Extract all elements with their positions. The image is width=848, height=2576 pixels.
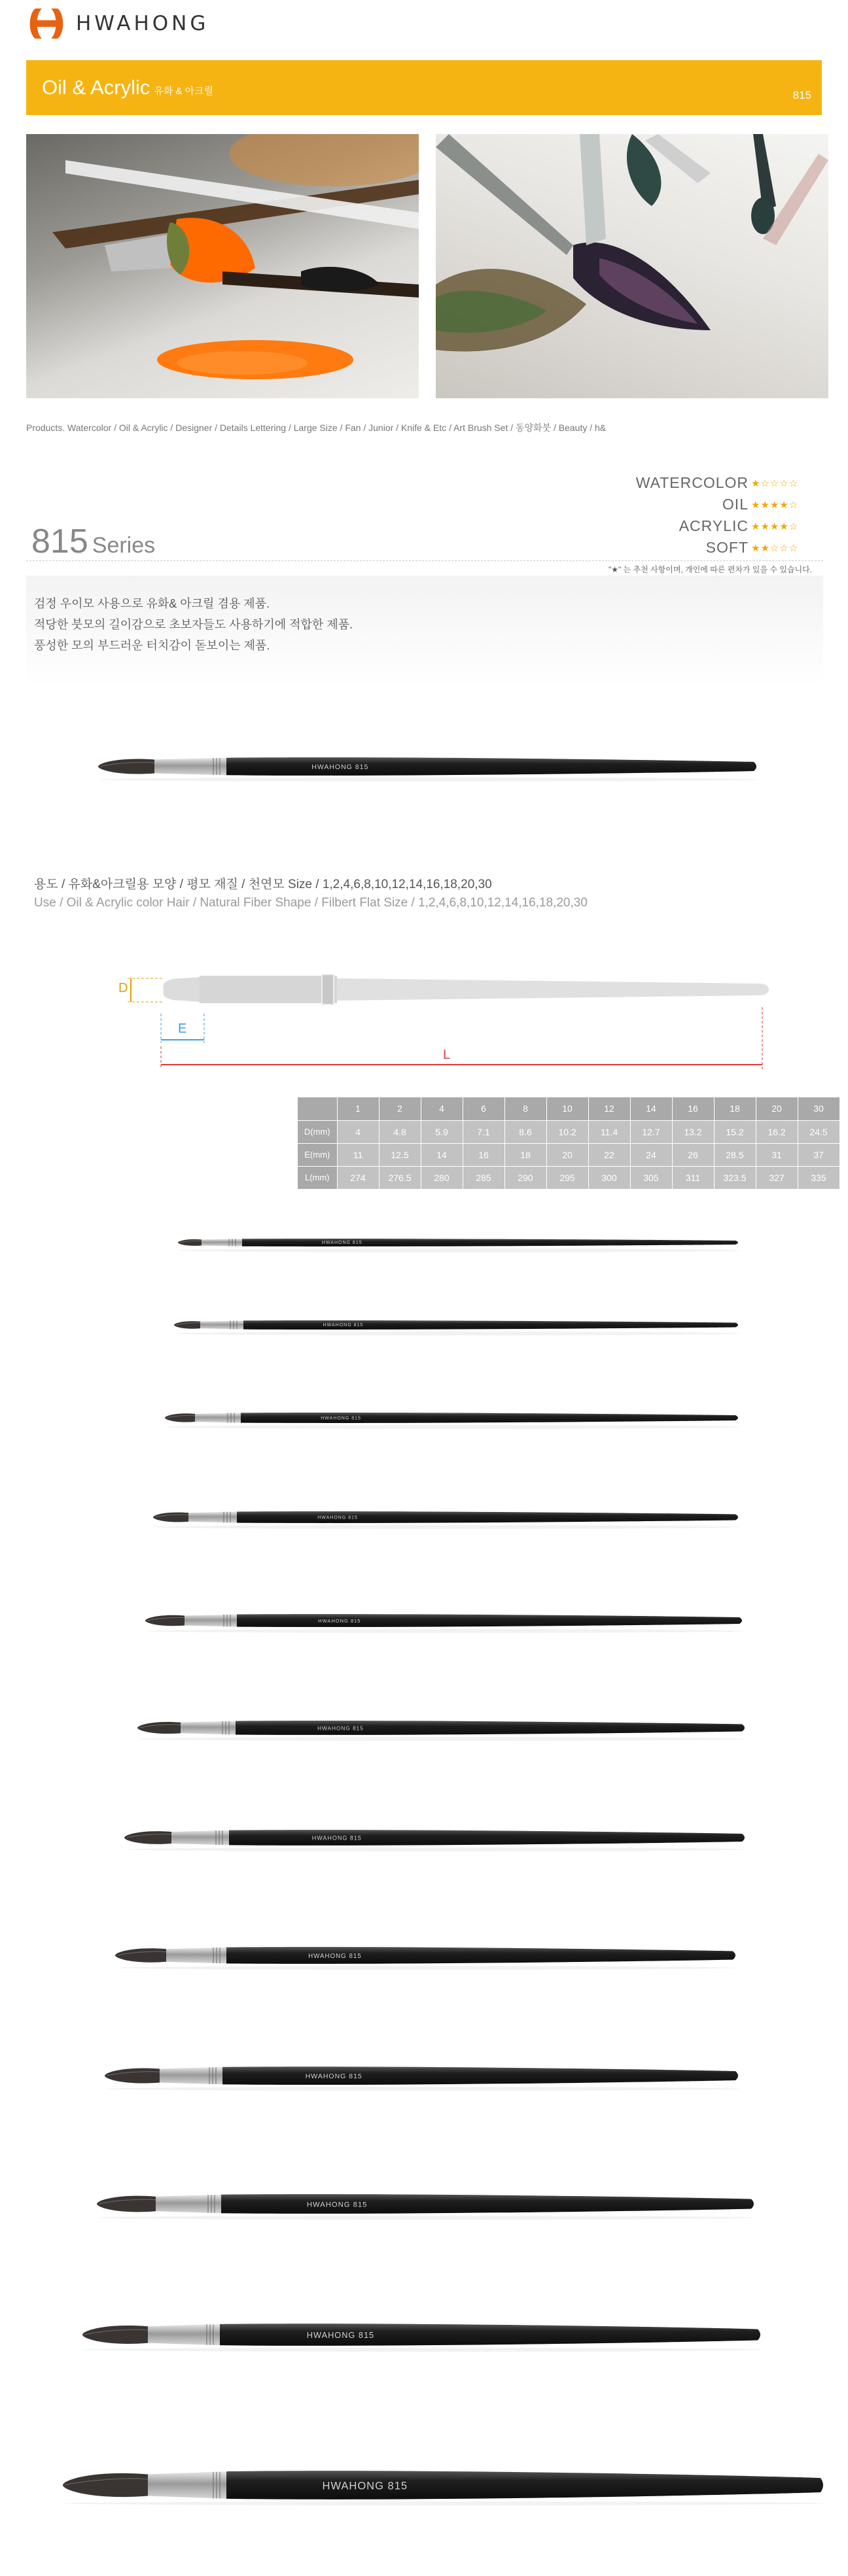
table-cell: 31 <box>756 1143 798 1166</box>
star-rating-icon: ★★★★☆ <box>751 520 799 532</box>
brush-imprint: HWAHONG 815 <box>321 1416 361 1421</box>
rating-watercolor <box>636 472 810 494</box>
size-header: 1 <box>337 1097 379 1120</box>
spec-korean: 용도 / 유화&아크릴용 모양 / 평모 재질 / 천연모 Size / 1,2,4,6,8,10,12,14,16,18,20,30 <box>34 878 492 891</box>
brush-shadow <box>137 1737 747 1741</box>
paint-brushes-photo <box>26 134 419 398</box>
table-cell: 4 <box>337 1120 379 1143</box>
brush-imprint: HWAHONG 815 <box>306 2201 368 2209</box>
brush-imprint: HWAHONG 815 <box>323 1323 364 1328</box>
size-header: 12 <box>588 1097 630 1120</box>
brush-imprint: HWAHONG 815 <box>317 1515 358 1520</box>
series-word: Series <box>92 533 156 558</box>
table-cell: 305 <box>630 1166 672 1189</box>
hwahong-logo-icon <box>26 7 67 41</box>
rating-oil <box>636 494 810 515</box>
category-title <box>42 76 213 99</box>
brush-imprint: HWAHONG 815 <box>306 2330 375 2341</box>
brush-bristles <box>115 1948 166 1962</box>
size-header: 2 <box>379 1097 421 1120</box>
category-title-text: Oil & Acrylic <box>42 76 150 99</box>
row-label: L(mm) <box>298 1166 337 1189</box>
table-cell: 300 <box>588 1166 630 1189</box>
brush-bristles <box>98 759 154 774</box>
brush-handle <box>226 757 756 776</box>
brush-size-10-image <box>0 1708 848 1747</box>
size-table-header-row <box>298 1097 839 1120</box>
rating-label: ACRYLIC <box>679 517 749 534</box>
table-cell: 37 <box>798 1143 839 1166</box>
rating-label: OIL <box>722 496 749 513</box>
table-cell: 16.2 <box>756 1120 798 1143</box>
brush-handle <box>222 2067 738 2085</box>
category-title-bar <box>26 60 822 115</box>
size-header: 10 <box>546 1097 588 1120</box>
brush-imprint: HWAHONG 815 <box>321 1240 362 1245</box>
brush-imprint: HWAHONG 815 <box>318 1618 361 1624</box>
brush-ferrule <box>188 1511 237 1522</box>
brand-name: HWAHONG <box>76 12 209 35</box>
product-code: 815 <box>792 89 811 101</box>
brush-shadow <box>165 1425 741 1429</box>
brush-handle <box>242 1239 738 1246</box>
brush-shadow <box>82 2348 763 2352</box>
brand-logo[interactable] <box>26 5 209 42</box>
rating-label: SOFT <box>705 539 749 556</box>
dimension-diagram <box>0 955 848 1073</box>
brush-ferrule <box>154 758 226 776</box>
size-header: 8 <box>504 1097 546 1120</box>
brush-shadow <box>105 2087 741 2091</box>
l-label: L <box>443 1048 451 1062</box>
brush-handle <box>237 1614 742 1627</box>
series-number: 815 <box>31 523 88 560</box>
size-header: 30 <box>798 1097 839 1120</box>
brush-shadow <box>124 1847 747 1851</box>
brush-handle <box>226 1947 735 1964</box>
brush-bristles <box>137 1722 181 1734</box>
table-cell: 24.5 <box>798 1120 839 1143</box>
brush-handle <box>220 2324 760 2346</box>
brush-size-20-image <box>0 2309 848 2361</box>
size-table-corner <box>298 1097 337 1120</box>
brush-handle <box>229 1830 745 1846</box>
brush-ferrule <box>148 2324 220 2345</box>
diagram-ferrule <box>200 976 337 1003</box>
diagram-ferrule-ring <box>322 974 334 1005</box>
description-line: 적당한 붓모의 길이감으로 초보자들도 사용하기에 적합한 제품. <box>34 618 353 631</box>
brush-imprint: HWAHONG 815 <box>311 763 369 772</box>
table-cell: 274 <box>337 1166 379 1189</box>
category-subtitle: 유화 & 아크릴 <box>154 86 214 97</box>
table-cell: 311 <box>672 1166 714 1189</box>
star-rating-icon: ★★★★☆ <box>751 498 799 511</box>
rating-soft <box>636 537 810 558</box>
table-cell: 12.5 <box>379 1143 421 1166</box>
table-cell: 28.5 <box>714 1143 756 1166</box>
table-cell: 8.6 <box>504 1120 546 1143</box>
size-table <box>298 1097 840 1190</box>
brush-shadow <box>98 778 759 781</box>
size-header: 14 <box>630 1097 672 1120</box>
brush-size-16-image <box>0 2053 848 2099</box>
brush-handle <box>237 1511 738 1523</box>
table-row <box>298 1120 839 1143</box>
rating-acrylic <box>636 515 810 537</box>
brush-size-4-image <box>0 1398 848 1437</box>
brush-shadow <box>97 2216 756 2220</box>
series-title <box>31 522 155 561</box>
brush-size-1-image <box>0 1223 848 1262</box>
brush-handle <box>241 1413 738 1423</box>
divider <box>26 560 823 561</box>
brush-size-30-image <box>0 2452 848 2518</box>
brush-ferrule <box>202 1239 242 1246</box>
brush-size-2-image <box>0 1305 848 1345</box>
table-cell: 18 <box>504 1143 546 1166</box>
brush-bristles <box>105 2068 160 2083</box>
brush-bristles <box>97 2196 156 2212</box>
diagram-handle <box>337 978 769 1001</box>
table-cell: 11 <box>337 1143 379 1166</box>
table-cell: 24 <box>630 1143 672 1166</box>
size-header: 6 <box>463 1097 504 1120</box>
brush-bristles <box>178 1239 202 1246</box>
description-line: 검정 우이모 사용으로 유화& 아크릴 겸용 제품. <box>34 597 270 610</box>
table-cell: 280 <box>421 1166 463 1189</box>
brush-imprint: HWAHONG 815 <box>322 2480 408 2492</box>
table-cell: 276.5 <box>379 1166 421 1189</box>
table-cell: 12.7 <box>630 1120 672 1143</box>
table-row <box>298 1143 839 1166</box>
table-cell: 20 <box>546 1143 588 1166</box>
brush-bristles <box>145 1615 185 1626</box>
diagram-brush-head <box>163 977 200 1002</box>
brush-bristles <box>165 1413 195 1422</box>
table-cell: 16 <box>463 1143 504 1166</box>
brush-ferrule <box>171 1830 229 1846</box>
size-header: 16 <box>672 1097 714 1120</box>
brush-size-14-image <box>0 1933 848 1979</box>
table-cell: 335 <box>798 1166 839 1189</box>
table-cell: 323.5 <box>714 1166 756 1189</box>
brush-imprint: HWAHONG 815 <box>308 1952 362 1960</box>
brush-bristles <box>82 2326 148 2344</box>
table-cell: 14 <box>421 1143 463 1166</box>
product-photo-left <box>26 134 419 398</box>
table-cell: 285 <box>463 1166 504 1189</box>
brush-closeup-photo <box>436 134 828 398</box>
brush-shadow <box>174 1331 741 1335</box>
brush-size-6-image <box>0 1498 848 1537</box>
brush-ferrule <box>185 1615 237 1627</box>
brush-handle <box>243 1320 738 1330</box>
brush-shadow <box>145 1629 745 1633</box>
table-cell: 5.9 <box>421 1120 463 1143</box>
brush-handle <box>236 1721 745 1735</box>
size-header: 20 <box>756 1097 798 1120</box>
table-cell: 22 <box>588 1143 630 1166</box>
table-row <box>298 1166 839 1189</box>
suitability-ratings <box>636 472 810 558</box>
table-cell: 327 <box>756 1166 798 1189</box>
hero-brush-image <box>0 738 848 790</box>
row-label: E(mm) <box>298 1143 337 1166</box>
table-cell: 10.2 <box>546 1120 588 1143</box>
brush-bristles <box>124 1831 171 1844</box>
brush-size-8-image <box>0 1601 848 1640</box>
brush-imprint: HWAHONG 815 <box>317 1725 364 1732</box>
table-cell: 290 <box>504 1166 546 1189</box>
e-label: E <box>178 1022 187 1036</box>
brush-bristles <box>63 2473 148 2497</box>
table-cell: 4.8 <box>379 1120 421 1143</box>
brush-handle <box>226 2471 823 2499</box>
d-label: D <box>118 981 128 995</box>
table-cell: 26 <box>672 1143 714 1166</box>
brush-bristles <box>153 1513 188 1522</box>
table-cell: 15.2 <box>714 1120 756 1143</box>
star-rating-icon: ★☆☆☆☆ <box>751 477 799 489</box>
brush-shadow <box>153 1525 741 1529</box>
star-rating-icon: ★★☆☆☆ <box>751 541 799 554</box>
size-header: 18 <box>714 1097 756 1120</box>
description-line: 풍성한 모의 부드러운 터치감이 돋보이는 제품. <box>34 639 270 652</box>
rating-label: WATERCOLOR <box>635 474 749 491</box>
table-cell: 13.2 <box>672 1120 714 1143</box>
brush-imprint: HWAHONG 815 <box>305 2072 362 2081</box>
table-cell: 295 <box>546 1166 588 1189</box>
rating-note: "★" 는 추천 사항이며, 개인에 따른 편차가 있을 수 있습니다. <box>609 565 812 574</box>
breadcrumb[interactable]: Products. Watercolor / Oil & Acrylic / Designer / Details Lettering / Large Size / Fan / Junior / Knife & Etc / Art Brush Set / 동양화붓 / Beauty / h& <box>26 422 607 433</box>
brush-ferrule <box>181 1721 236 1735</box>
size-header: 4 <box>421 1097 463 1120</box>
brush-ferrule <box>166 1948 226 1964</box>
brush-size-18-image <box>0 2182 848 2227</box>
spec-english: Use / Oil & Acrylic color Hair / Natural Fiber Shape / Filbert Flat Size / 1,2,4,6,8,10,12,14,16,18,20,30 <box>34 896 588 910</box>
table-cell: 11.4 <box>588 1120 630 1143</box>
brush-shadow <box>63 2501 826 2505</box>
brush-ferrule <box>148 2471 226 2499</box>
row-label: D(mm) <box>298 1120 337 1143</box>
product-photo-right <box>436 134 828 398</box>
brush-imprint: HWAHONG 815 <box>311 1834 362 1842</box>
brush-shadow <box>115 1966 738 1970</box>
brush-bristles <box>174 1321 200 1329</box>
brush-size-12-image <box>0 1818 848 1857</box>
brush-shadow <box>178 1248 741 1252</box>
brush-handle <box>221 2194 754 2214</box>
table-cell: 7.1 <box>463 1120 504 1143</box>
brush-ferrule <box>160 2067 222 2085</box>
